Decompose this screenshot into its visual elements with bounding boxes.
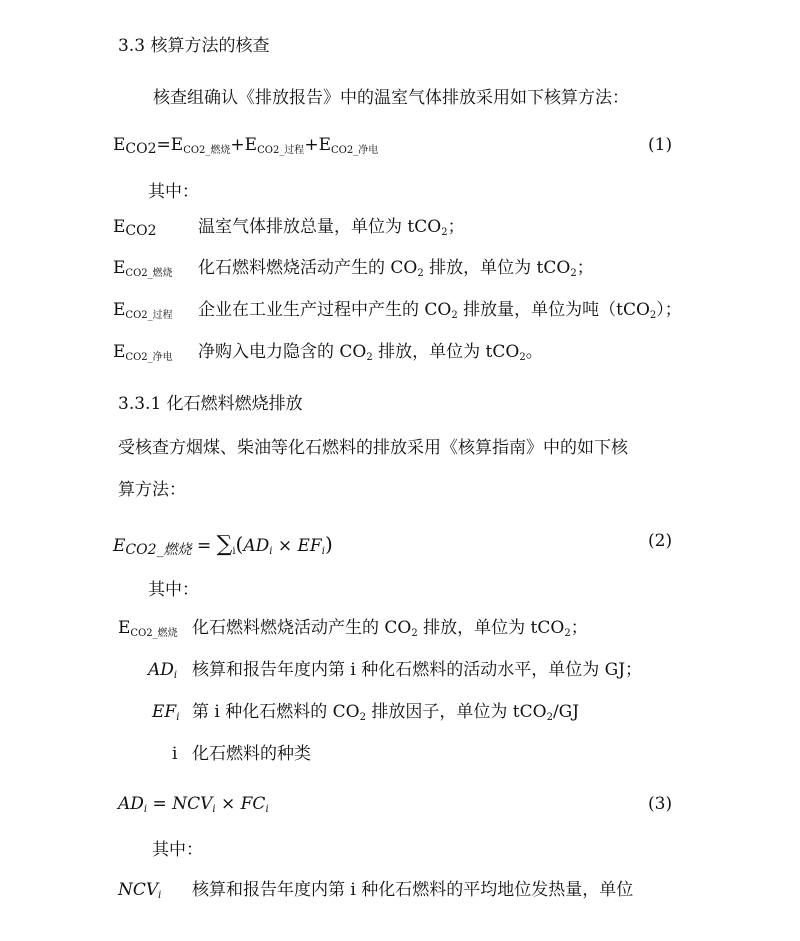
definition-text: 企业在工业生产过程中产生的 $CO_2$ 排放量，单位为吨（tCO$_2$）； — [198, 300, 682, 321]
definition-symbol: $E_{CO2\_燃烧}$ — [118, 618, 178, 639]
definition-symbol: $E_{CO2\_燃烧}$ — [113, 258, 173, 279]
definition-text: 核算和报告年度内第 i 种化石燃料的平均地位发热量，单位 — [192, 880, 634, 900]
definition-text: 化石燃料燃烧活动产生的 $CO_2$ 排放，单位为 tCO$_2$； — [192, 618, 588, 639]
intro-paragraph: 核查组确认《排放报告》中的温室气体排放采用如下核算方法： — [153, 88, 629, 108]
definition-symbol: $E_{CO2\_净电}$ — [113, 342, 173, 363]
formula-2-number: (2) — [648, 531, 673, 551]
definition-text: 化石燃料的种类 — [192, 744, 311, 764]
definition-text: 温室气体排放总量，单位为 tCO$_2$； — [198, 217, 465, 238]
definition-text: 第 i 种化石燃料的 $CO_2$ 排放因子，单位为 tCO$_2$/GJ — [192, 702, 580, 723]
definition-symbol: $NCV_i$ — [118, 880, 162, 901]
definition-text: 核算和报告年度内第 i 种化石燃料的活动水平，单位为 GJ； — [192, 660, 643, 680]
definition-symbol: $EF_i$ — [152, 702, 180, 723]
definition-symbol: $E_{CO2\_过程}$ — [113, 300, 173, 321]
section-heading-3-3-1: 3.3.1 化石燃料燃烧排放 — [118, 394, 303, 414]
formula-1: $E_{CO2}=E_{CO2\_燃烧}+E_{CO2\_过程}+E_{CO2\_净电}$ — [113, 135, 379, 157]
formula-2: $E_{CO2\_燃烧} = \sum_i(AD_i \times EF_i)$ — [113, 532, 333, 558]
where-label: 其中： — [148, 182, 199, 202]
section-heading-3-3: 3.3 核算方法的核查 — [118, 36, 270, 56]
formula-3-number: (3) — [648, 794, 673, 814]
where-label: 其中： — [148, 580, 199, 600]
definition-symbol: $E_{CO2}$ — [113, 217, 157, 239]
paragraph-line-1: 受核查方烟煤、柴油等化石燃料的排放采用《核算指南》中的如下核 — [118, 438, 628, 458]
definition-symbol: $AD_i$ — [148, 660, 178, 681]
formula-3: $AD_i = NCV_i \times FC_i$ — [118, 794, 269, 815]
definition-text: 化石燃料燃烧活动产生的 $CO_2$ 排放，单位为 tCO$_2$； — [198, 258, 594, 279]
formula-1-number: (1) — [648, 135, 673, 155]
paragraph-line-2: 算方法： — [118, 480, 186, 500]
where-label: 其中： — [152, 840, 203, 860]
definition-text: 净购入电力隐含的 $CO_2$ 排放，单位为 tCO$_2$。 — [198, 342, 543, 363]
definition-symbol: i — [172, 744, 178, 764]
